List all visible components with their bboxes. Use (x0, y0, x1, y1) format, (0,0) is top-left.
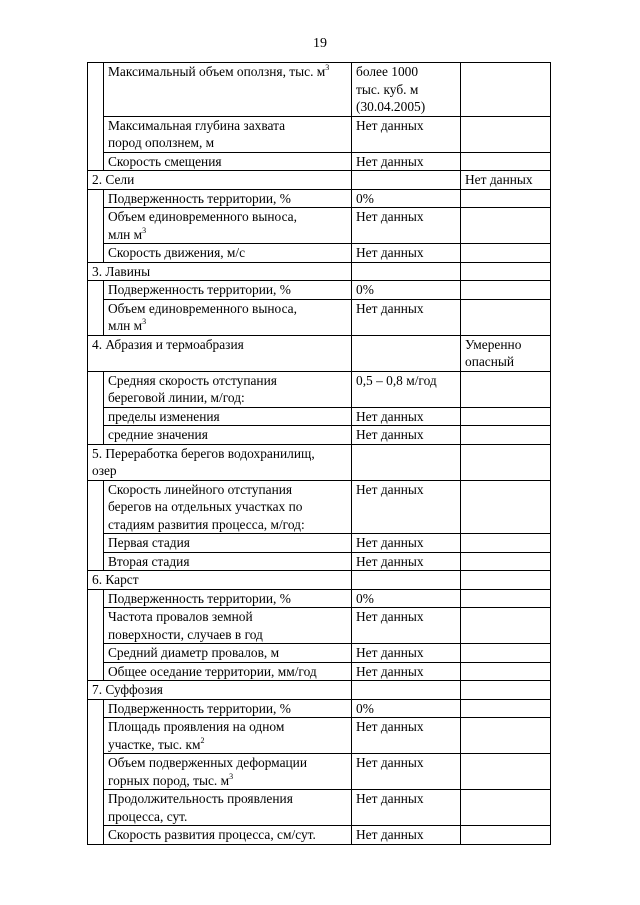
value-cell (352, 662, 461, 681)
cell-text-line: Скорость движения, м/с (108, 245, 246, 260)
parameter-row (88, 608, 551, 644)
parameter-name-cell (104, 208, 352, 244)
parameter-name-cell (104, 662, 352, 681)
cell-text-line: Объем единовременного выноса, (108, 300, 297, 316)
section-title-cell (88, 335, 352, 371)
cell-text-line: Продолжительность проявления (108, 791, 293, 806)
indent-cell (88, 281, 104, 336)
value-cell (352, 444, 461, 480)
value-cell (352, 244, 461, 263)
cell-text-line: Площадь проявления на одном (108, 719, 285, 734)
parameter-row (88, 189, 551, 208)
cell-text-line: Объем подверженных деформации (108, 755, 308, 770)
parameter-name-cell (104, 407, 352, 426)
cell-text-line: Средняя скорость отступания (108, 372, 277, 388)
rating-cell (461, 63, 551, 117)
rating-cell (461, 116, 551, 152)
value-cell (352, 371, 461, 407)
parameter-name-cell (104, 790, 352, 826)
rating-cell (461, 718, 551, 754)
cell-text-line: 2. Сели (92, 172, 135, 187)
cell-text-line: (30.04.2005) (356, 99, 426, 114)
rating-cell (461, 371, 551, 407)
rating-cell (461, 208, 551, 244)
section-header-row (88, 444, 551, 480)
parameter-name-cell (104, 63, 352, 117)
value-cell (352, 681, 461, 700)
cell-text-line: Подверженность территории, % (108, 190, 291, 206)
parameter-name-cell (104, 244, 352, 263)
value-cell (352, 718, 461, 754)
unit-superscript: 2 (200, 735, 205, 745)
indent-cell (88, 63, 104, 171)
cell-text-line: Нет данных (356, 209, 424, 224)
table-body (88, 63, 551, 845)
cell-text-line: Объем единовременного выноса, (108, 209, 297, 224)
rating-cell (461, 754, 551, 790)
cell-text-line: стадиям развития процесса, м/год: (108, 516, 305, 532)
rating-cell (461, 171, 551, 190)
value-cell (352, 608, 461, 644)
cell-text-line: Подверженность территории, % (108, 282, 291, 297)
parameter-row (88, 281, 551, 300)
parameter-name-cell (104, 608, 352, 644)
cell-text-line: Частота провалов земной (108, 609, 253, 624)
parameter-name-cell (104, 371, 352, 407)
cell-text-line: Нет данных (356, 791, 424, 806)
section-header-row (88, 171, 551, 190)
cell-text-line: пределы изменения (108, 408, 220, 424)
page-number: 19 (313, 36, 327, 51)
parameter-row (88, 662, 551, 681)
cell-text-line: 0,5 – 0,8 м/год (356, 372, 437, 388)
parameter-name-cell (104, 152, 352, 171)
indent-cell (88, 189, 104, 262)
value-cell (352, 571, 461, 590)
unit-superscript: 3 (142, 317, 147, 326)
unit-superscript: 3 (142, 225, 147, 235)
section-title-cell (88, 681, 352, 700)
value-cell (352, 699, 461, 718)
cell-text-line: поверхности, случаев в год (108, 626, 263, 642)
cell-text-line: Скорость линейного отступания (108, 481, 293, 497)
indent-cell (88, 699, 104, 844)
cell-text-line: Первая стадия (108, 535, 190, 550)
value-cell (352, 552, 461, 571)
parameter-name-cell (104, 718, 352, 754)
cell-text-line: участке, тыс. км (108, 736, 201, 752)
parameter-name-cell (104, 189, 352, 208)
parameter-name-cell (104, 644, 352, 663)
parameter-row (88, 407, 551, 426)
cell-text-line: Нет данных (356, 117, 424, 133)
section-title-cell (88, 171, 352, 190)
cell-text-line: Нет данных (356, 245, 424, 260)
cell-text-line: Максимальный объем оползня, тыс. м (108, 64, 326, 79)
parameter-row (88, 718, 551, 754)
cell-text-line: Средний диаметр провалов, м (108, 645, 280, 660)
rating-cell (461, 152, 551, 171)
cell-text-line: береговой линии, м/год: (108, 390, 245, 405)
cell-text-line: 0% (356, 700, 374, 716)
parameter-name-cell (104, 281, 352, 300)
parameter-row (88, 699, 551, 718)
cell-text-line: 0% (356, 190, 374, 206)
cell-text-line: горных пород, тыс. м (108, 772, 230, 788)
cell-text-line: Нет данных (356, 408, 424, 424)
cell-text-line: Нет данных (356, 481, 424, 497)
section-header-row (88, 262, 551, 281)
cell-text-line: более 1000 (356, 64, 419, 79)
cell-text-line: Нет данных (356, 553, 424, 569)
cell-text-line: озер (92, 463, 117, 478)
value-cell (352, 407, 461, 426)
rating-cell (461, 826, 551, 845)
value-cell (352, 208, 461, 244)
parameter-name-cell (104, 116, 352, 152)
section-header-row (88, 335, 551, 371)
parameter-row (88, 244, 551, 263)
parameter-name-cell (104, 534, 352, 553)
parameter-row (88, 826, 551, 845)
cell-text-line: 5. Переработка берегов водохранилищ, (92, 445, 315, 461)
cell-text-line: Нет данных (356, 645, 424, 660)
rating-cell (461, 299, 551, 335)
cell-text-line: тыс. куб. м (356, 81, 419, 97)
cell-text-line: процесса, сут. (108, 808, 188, 824)
parameter-row (88, 754, 551, 790)
value-cell (352, 116, 461, 152)
value-cell (352, 589, 461, 608)
cell-text-line: Нет данных (356, 427, 424, 442)
indent-cell (88, 589, 104, 681)
rating-cell (461, 244, 551, 263)
value-cell (352, 335, 461, 371)
parameter-row (88, 116, 551, 152)
rating-cell (461, 281, 551, 300)
cell-text-line: млн м (108, 226, 143, 242)
rating-cell (461, 699, 551, 718)
value-cell (352, 262, 461, 281)
cell-text-line: Подверженность территории, % (108, 700, 291, 716)
cell-text-line: Нет данных (356, 719, 424, 734)
parameter-name-cell (104, 589, 352, 608)
cell-text-line: 0% (356, 590, 374, 606)
rating-cell (461, 608, 551, 644)
cell-text-line: Нет данных (356, 300, 424, 316)
rating-cell (461, 335, 551, 371)
cell-text-line: Нет данных (356, 153, 424, 169)
rating-cell (461, 552, 551, 571)
value-cell (352, 480, 461, 534)
value-cell (352, 826, 461, 845)
cell-text-line: Нет данных (356, 755, 424, 770)
section-header-row (88, 681, 551, 700)
cell-text-line: Нет данных (465, 172, 533, 187)
cell-text-line: 6. Карст (92, 572, 139, 587)
rating-cell (461, 662, 551, 681)
value-cell (352, 281, 461, 300)
rating-cell (461, 589, 551, 608)
value-cell (352, 790, 461, 826)
unit-superscript: 3 (229, 771, 234, 781)
value-cell (352, 63, 461, 117)
cell-text-line: Вторая стадия (108, 553, 190, 569)
parameter-name-cell (104, 699, 352, 718)
parameter-row (88, 534, 551, 553)
cell-text-line: Скорость развития процесса, см/сут. (108, 827, 316, 842)
cell-text-line: 0% (356, 282, 374, 297)
value-cell (352, 171, 461, 190)
parameter-row (88, 589, 551, 608)
rating-cell (461, 262, 551, 281)
cell-text-line: Скорость смещения (108, 153, 222, 169)
section-title-cell (88, 444, 352, 480)
section-title-cell (88, 262, 352, 281)
cell-text-line: опасный (465, 354, 515, 369)
cell-text-line: 3. Лавины (92, 263, 151, 279)
cell-text-line: Нет данных (356, 663, 424, 679)
cell-text-line: берегов на отдельных участках по (108, 499, 303, 514)
rating-cell (461, 426, 551, 445)
parameter-row (88, 552, 551, 571)
value-cell (352, 152, 461, 171)
cell-text-line: пород оползнем, м (108, 135, 215, 150)
parameter-row (88, 152, 551, 171)
rating-cell (461, 444, 551, 480)
parameter-row (88, 299, 551, 335)
parameter-row (88, 426, 551, 445)
cell-text-line: Нет данных (356, 535, 424, 550)
parameter-row (88, 790, 551, 826)
rating-cell (461, 571, 551, 590)
indent-cell (88, 371, 104, 444)
parameter-name-cell (104, 552, 352, 571)
parameter-name-cell (104, 480, 352, 534)
parameter-name-cell (104, 426, 352, 445)
cell-text-line: Нет данных (356, 827, 424, 842)
value-cell (352, 426, 461, 445)
parameter-name-cell (104, 299, 352, 335)
parameter-row (88, 480, 551, 534)
rating-cell (461, 681, 551, 700)
value-cell (352, 534, 461, 553)
cell-text-line: млн м (108, 318, 143, 333)
cell-text-line: 7. Суффозия (92, 682, 163, 697)
cell-text-line: Умеренно (465, 336, 522, 352)
section-title-cell (88, 571, 352, 590)
parameter-row (88, 63, 551, 117)
rating-cell (461, 534, 551, 553)
rating-cell (461, 407, 551, 426)
value-cell (352, 644, 461, 663)
section-header-row (88, 571, 551, 590)
cell-text-line: Нет данных (356, 609, 424, 624)
parameter-row (88, 371, 551, 407)
value-cell (352, 189, 461, 208)
cell-text-line: Общее оседание территории, мм/год (108, 663, 317, 679)
value-cell (352, 754, 461, 790)
cell-text-line: средние значения (108, 427, 208, 442)
unit-superscript: 3 (325, 63, 330, 72)
rating-cell (461, 790, 551, 826)
rating-cell (461, 644, 551, 663)
parameter-row (88, 644, 551, 663)
rating-cell (461, 480, 551, 534)
hazard-parameters-table (87, 62, 551, 845)
parameter-row (88, 208, 551, 244)
parameter-name-cell (104, 754, 352, 790)
indent-cell (88, 480, 104, 571)
cell-text-line: 4. Абразия и термоабразия (92, 336, 244, 352)
cell-text-line: Подверженность территории, % (108, 590, 291, 606)
cell-text-line: Максимальная глубина захвата (108, 117, 286, 133)
parameter-name-cell (104, 826, 352, 845)
value-cell (352, 299, 461, 335)
rating-cell (461, 189, 551, 208)
